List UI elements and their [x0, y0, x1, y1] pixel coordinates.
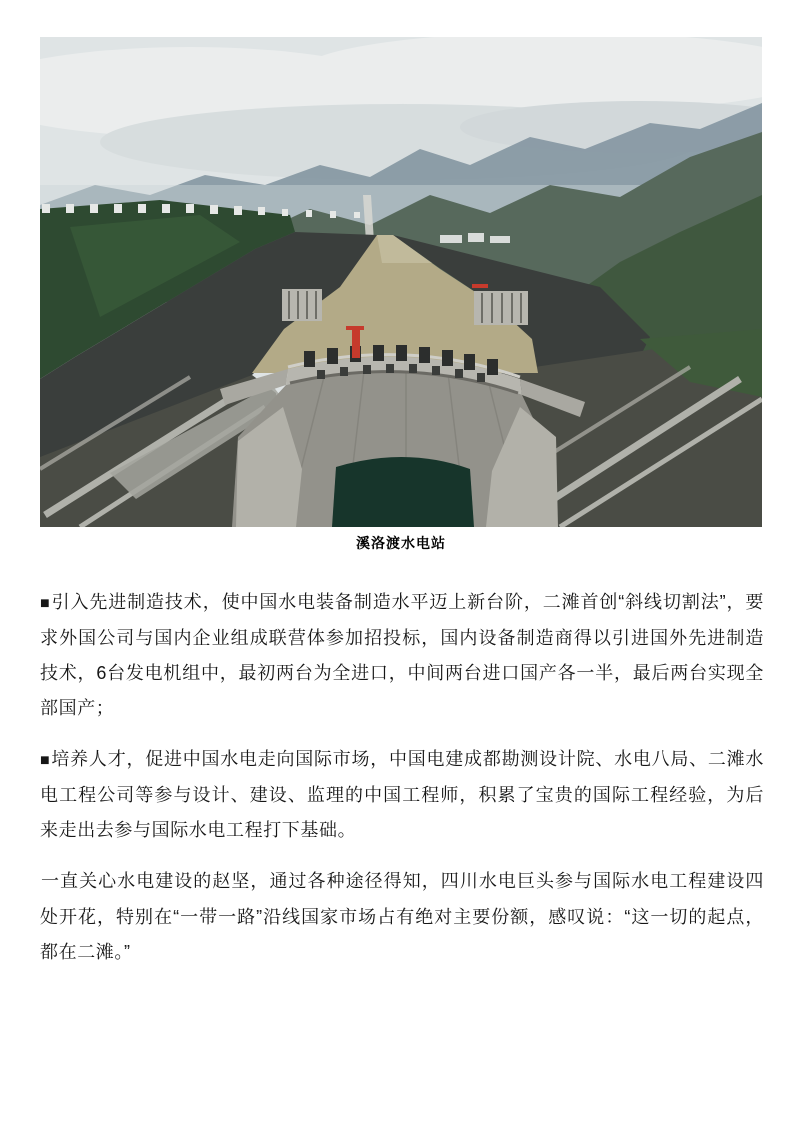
paragraph-text: 引入先进制造技术，使中国水电装备制造水平迈上新台阶，二滩首创“斜线切割法”，要求外国公司与国内企业组成联营体参加招投标，国内设备制造商得以引进国外先进制造技术，6台发电机组中，最初两台为全进口，中间两台进口国产各一半，最后两台实现全部国产；: [40, 592, 764, 718]
paragraph: [40, 585, 764, 726]
article-body: [40, 585, 764, 986]
figure: [40, 37, 762, 552]
paragraph: [40, 742, 764, 848]
paragraph: [40, 864, 764, 970]
plunge-pool: [332, 457, 474, 527]
bullet-square: ■: [40, 752, 51, 769]
paragraph-text: 培养人才，促进中国水电走向国际市场，中国电建成都勘测设计院、水电八局、二滩水电工程公司等参与设计、建设、监理的中国工程师，积累了宝贵的国际工程经验，为后来走出去参与国际水电工程打下基础。: [40, 749, 764, 840]
photo-caption: 溪洛渡水电站: [356, 535, 446, 551]
paragraph-text: 一直关心水电建设的赵坚，通过各种途径得知，四川水电巨头参与国际水电工程建设四处开花，特别在“一带一路”沿线国家市场占有绝对主要份额，感叹说：“这一切的起点，都在二滩。”: [40, 871, 764, 962]
bullet-square: ■: [40, 595, 51, 612]
dam-photo: [40, 37, 762, 527]
intake-structure-left: [282, 289, 322, 321]
